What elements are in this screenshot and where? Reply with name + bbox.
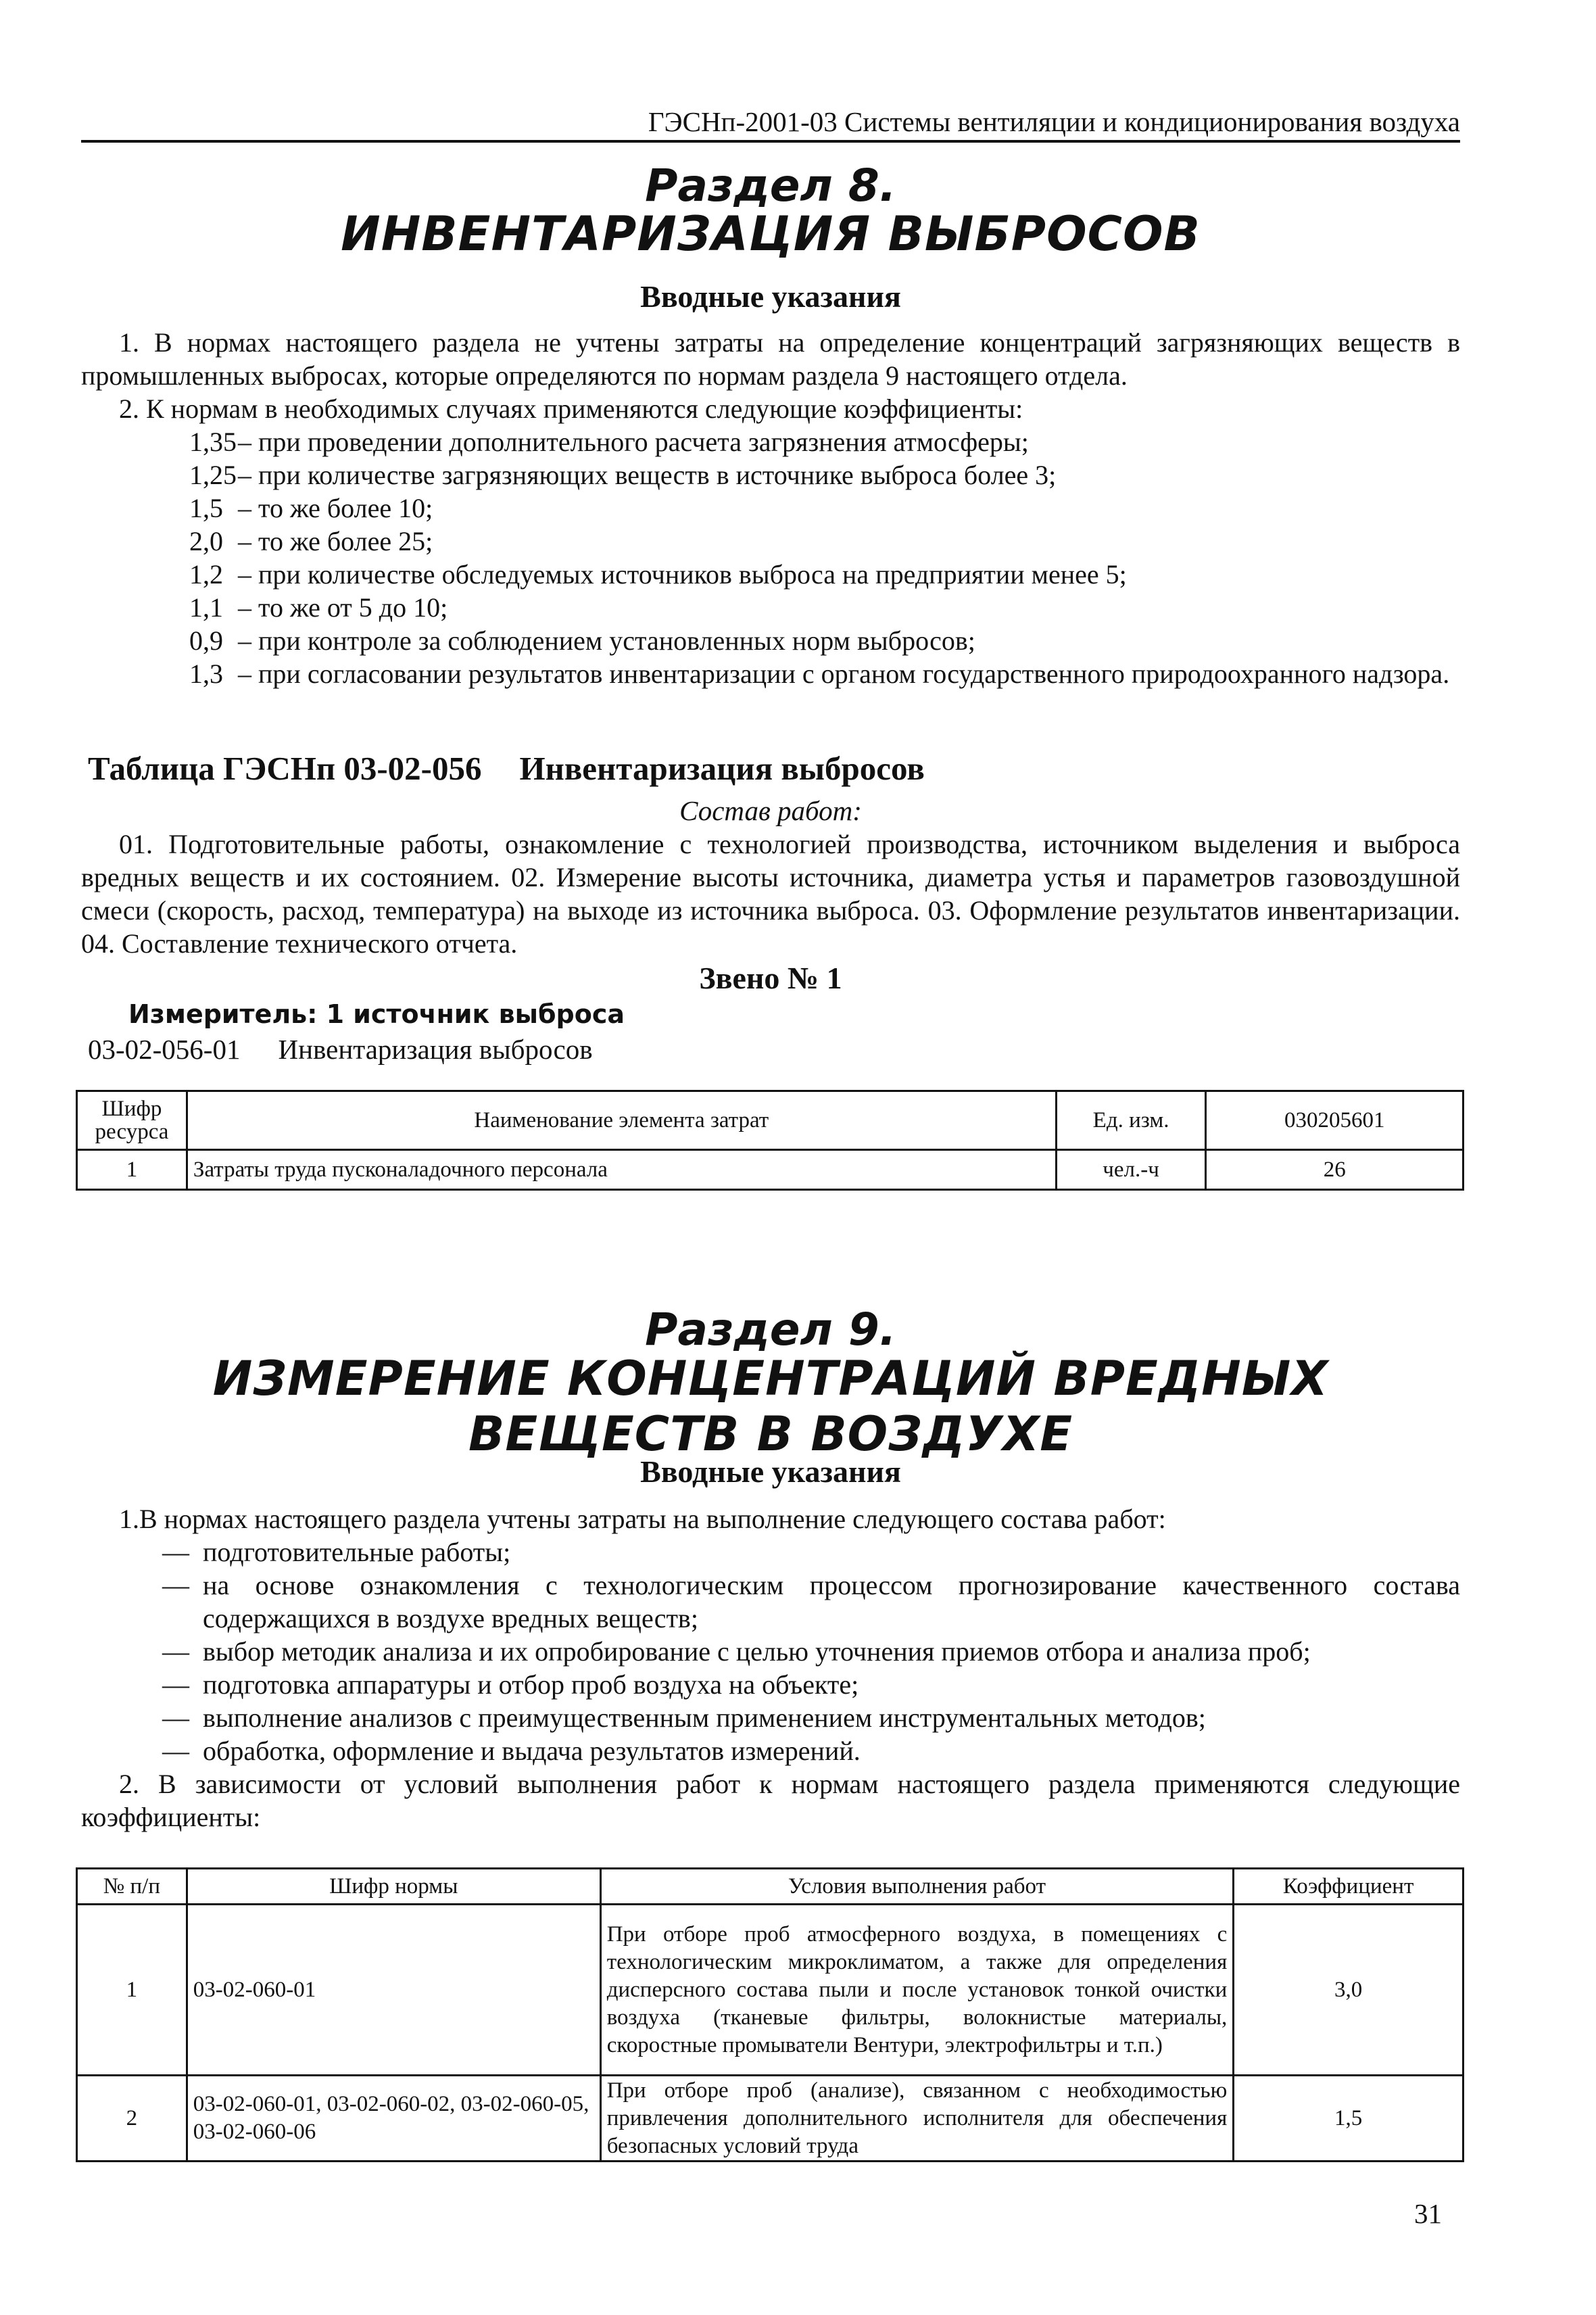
cell-number: 1 bbox=[77, 1905, 187, 2076]
work-item-text: выполнение анализов с преимущественным применением инструментальных методов; bbox=[203, 1702, 1206, 1733]
coefficient-text: – при количестве обследуемых источников выброса на предприятии менее 5; bbox=[238, 559, 1127, 590]
section-9-intro bbox=[81, 1502, 1460, 1834]
work-item: — выбор методик анализа и их опробирование с целью уточнения приемов отбора и анализа проб; bbox=[81, 1635, 1460, 1668]
header-unit: Ед. изм. bbox=[1056, 1091, 1206, 1150]
coefficient-text: – то же от 5 до 10; bbox=[238, 592, 448, 623]
coefficient-item bbox=[189, 425, 1460, 458]
cell-coefficient: 3,0 bbox=[1234, 1905, 1464, 2076]
cell-conditions: При отборе проб (анализе), связанном с необходимостью привлечения дополнительного исполнителя для обеспечения безопасных условий труда bbox=[600, 2076, 1234, 2162]
header-cost-element: Наименование элемента затрат bbox=[187, 1091, 1056, 1150]
work-item: — подготовительные работы; bbox=[81, 1535, 1460, 1569]
coefficient-value: 1,2 bbox=[189, 559, 223, 590]
work-item-text: выбор методик анализа и их опробирование с целью уточнения приемов отбора и анализа проб; bbox=[203, 1636, 1311, 1667]
coefficient-text: – то же более 25; bbox=[238, 526, 433, 556]
coefficient-value: 0,9 bbox=[189, 625, 223, 656]
cell-norm-code: 03-02-060-01, 03-02-060-02, 03-02-060-05, 03-02-060-06 bbox=[187, 2076, 600, 2162]
coefficient-item bbox=[189, 458, 1460, 492]
work-item: — выполнение анализов с преимущественным применением инструментальных методов; bbox=[81, 1701, 1460, 1734]
section-8-paragraph-1: 1. В нормах настоящего раздела не учтены затраты на определение концентраций загрязняющих веществ в промышленных выбросах, которые определяются по нормам раздела 9 настоящего отдела. bbox=[81, 327, 1460, 391]
coefficient-text: – то же более 10; bbox=[238, 493, 433, 523]
cell-conditions: При отборе проб атмосферного воздуха, в помещениях с технологическим микроклиматом, а также для определения дисперсного состава пыли и после установок тонкой очистки воздуха (тканевые фильтры, волокнистые материалы, скоростные промыватели Вентури, электрофильтры и т.п.) bbox=[600, 1905, 1234, 2076]
coefficient-item bbox=[189, 492, 1460, 525]
coefficient-item bbox=[189, 657, 1460, 690]
works-label: Состав работ: bbox=[679, 795, 862, 826]
header-resource-code: Шифр ресурса bbox=[77, 1091, 187, 1150]
cell-norm-code: 03-02-060-01 bbox=[187, 1905, 600, 2076]
header-norm-code: Шифр нормы bbox=[187, 1869, 600, 1905]
table-header-row bbox=[77, 1869, 1464, 1905]
coefficient-value: 1,5 bbox=[189, 493, 223, 523]
work-item: — на основе ознакомления с технологическим процессом прогнозирование качественного состава содержащихся в воздухе вредных веществ; bbox=[162, 1570, 1460, 1633]
section-9-title: ИЗМЕРЕНИЕ КОНЦЕНТРАЦИЙ ВРЕДНЫХ ВЕЩЕСТВ В ВОЗДУХЕ bbox=[212, 1351, 1329, 1462]
norm-code: 03-02-056-01 bbox=[88, 1034, 241, 1065]
cell-value: 26 bbox=[1206, 1150, 1464, 1190]
cell-name: Затраты труда пусконаладочного персонала bbox=[187, 1150, 1056, 1190]
work-item: — обработка, оформление и выдача результатов измерений. bbox=[81, 1734, 1460, 1767]
work-item: — подготовка аппаратуры и отбор проб воздуха на объекте; bbox=[81, 1668, 1460, 1701]
section-9-intro-heading: Вводные указания bbox=[640, 1454, 901, 1489]
cell-code: 1 bbox=[77, 1150, 187, 1190]
coefficient-value: 1,1 bbox=[189, 592, 223, 623]
section-8-title: ИНВЕНТАРИЗАЦИЯ ВЫБРОСОВ bbox=[341, 206, 1201, 262]
coefficient-item bbox=[189, 525, 1460, 558]
coefficient-item bbox=[189, 624, 1460, 657]
coefficient-text: – при согласовании результатов инвентаризации с органом государственного природоохранного надзора. bbox=[238, 659, 1450, 689]
header-rule bbox=[81, 140, 1460, 143]
works-description: 01. Подготовительные работы, ознакомление с технологией производства, источником выделения и выброса вредных веществ и их состоянием. 02. Измерение высоты источника, диаметра устья и параметров газовоздушной смеси (скорость, расход, температура) на выходе из источника выброса. 03. Оформление результатов инвентаризации. 04. Составление технического отчета. bbox=[81, 829, 1460, 959]
section-8-number: Раздел 8. bbox=[645, 160, 896, 212]
coefficient-value: 1,25 bbox=[189, 460, 237, 490]
section-8-intro bbox=[81, 326, 1460, 690]
resource-table bbox=[76, 1090, 1464, 1191]
coefficient-item bbox=[189, 591, 1460, 624]
table-header-row bbox=[77, 1091, 1464, 1150]
work-item-text: обработка, оформление и выдача результатов измерений. bbox=[203, 1736, 861, 1766]
coefficient-value: 1,35 bbox=[189, 427, 237, 457]
zveno-label: Звено № 1 bbox=[699, 961, 842, 995]
section-9-number: Раздел 9. bbox=[645, 1304, 896, 1356]
header-conditions: Условия выполнения работ bbox=[600, 1869, 1234, 1905]
table-row bbox=[77, 1150, 1464, 1190]
header-coefficient: Коэффициент bbox=[1234, 1869, 1464, 1905]
work-item-text: подготовка аппаратуры и отбор проб воздуха на объекте; bbox=[203, 1669, 859, 1700]
section-8-intro-heading: Вводные указания bbox=[640, 279, 901, 314]
page-number: 31 bbox=[1414, 2198, 1442, 2229]
works-text bbox=[81, 828, 1460, 960]
section-9-paragraph-1: 1.В нормах настоящего раздела учтены затраты на выполнение следующего состава работ: bbox=[119, 1504, 1166, 1534]
measure-unit: Измеритель: 1 источник выброса bbox=[128, 999, 625, 1029]
running-header: ГЭСНп-2001-03 Системы вентиляции и кондиционирования воздуха bbox=[648, 106, 1460, 137]
table-code: Таблица ГЭСНп 03-02-056 bbox=[88, 750, 482, 787]
table-title bbox=[88, 749, 925, 788]
section-9-paragraph-2: 2. В зависимости от условий выполнения работ к нормам настоящего раздела применяются следующие коэффициенты: bbox=[81, 1769, 1460, 1832]
table-name: Инвентаризация выбросов bbox=[519, 750, 925, 787]
table-row bbox=[77, 2076, 1464, 2162]
norm-row bbox=[88, 1033, 593, 1066]
cell-unit: чел.-ч bbox=[1056, 1150, 1206, 1190]
norm-name: Инвентаризация выбросов bbox=[278, 1034, 593, 1065]
coefficient-text: – при контроле за соблюдением установленных норм выбросов; bbox=[238, 625, 975, 656]
table-row bbox=[77, 1905, 1464, 2076]
coefficient-text: – при количестве загрязняющих веществ в источнике выброса более 3; bbox=[238, 460, 1057, 490]
work-item-text: подготовительные работы; bbox=[203, 1537, 511, 1567]
work-item-text: на основе ознакомления с технологическим процессом прогнозирование качественного состава содержащихся в воздухе вредных веществ; bbox=[203, 1570, 1460, 1633]
section-8-paragraph-2: 2. К нормам в необходимых случаях применяются следующие коэффициенты: bbox=[119, 393, 1023, 424]
cell-number: 2 bbox=[77, 2076, 187, 2162]
coefficient-value: 2,0 bbox=[189, 526, 223, 556]
header-number: № п/п bbox=[77, 1869, 187, 1905]
coefficient-item bbox=[189, 558, 1460, 591]
coefficient-text: – при проведении дополнительного расчета загрязнения атмосферы; bbox=[238, 427, 1029, 457]
coefficients-table bbox=[76, 1867, 1464, 2162]
coefficient-value: 1,3 bbox=[189, 659, 223, 689]
header-norm-code: 030205601 bbox=[1206, 1091, 1464, 1150]
cell-coefficient: 1,5 bbox=[1234, 2076, 1464, 2162]
